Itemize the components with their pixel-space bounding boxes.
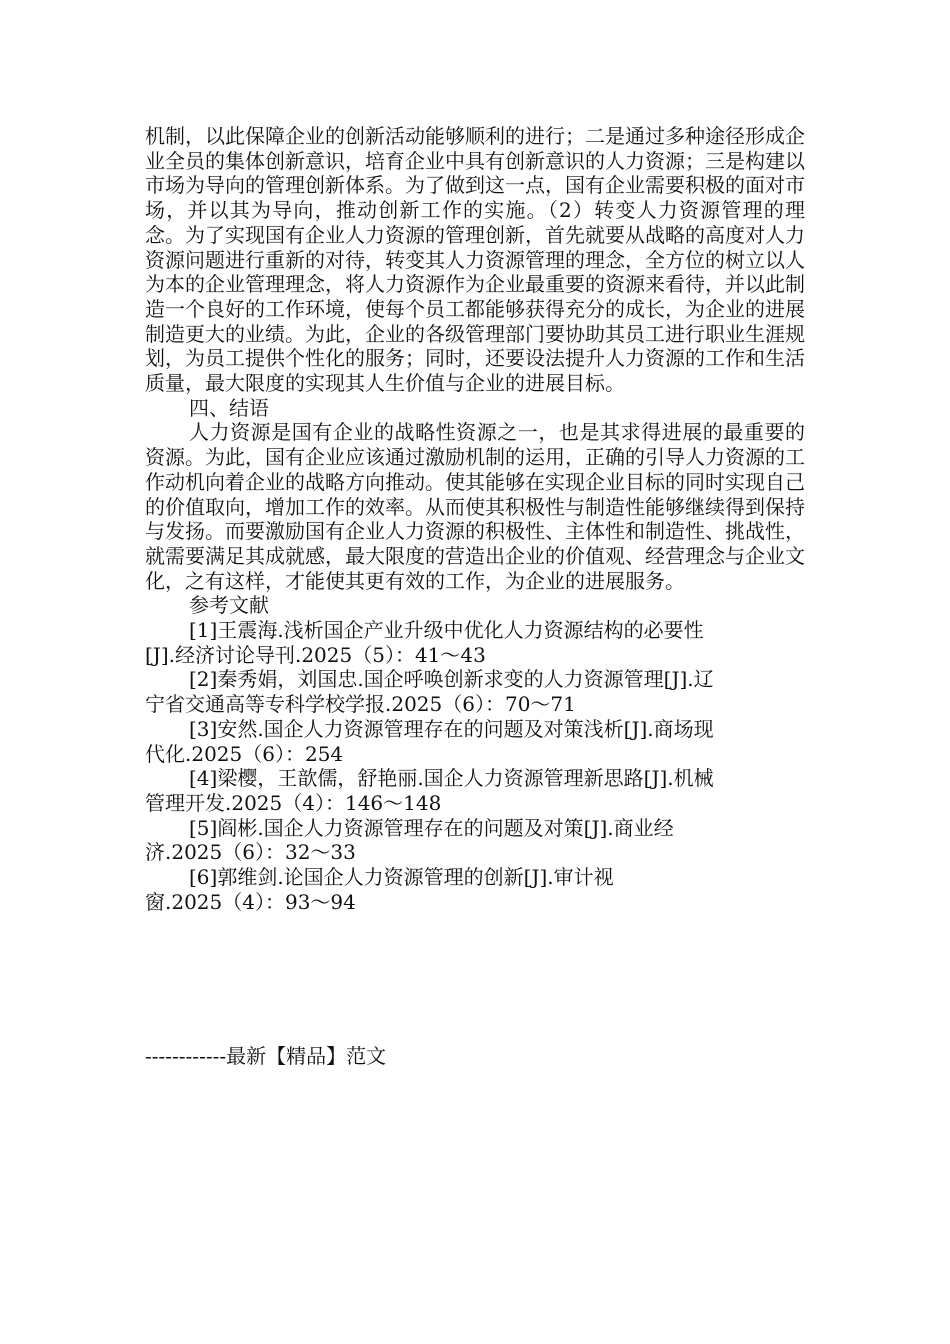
reference-list <box>145 618 805 914</box>
reference-4-line2: 管理开发.2025（4）：146～148 <box>145 790 442 815</box>
reference-item-2 <box>145 667 805 716</box>
reference-6-line2: 窗.2025（4）：93～94 <box>145 889 356 914</box>
reference-item-3 <box>145 717 805 766</box>
reference-5-line2: 济.2025（6）：32～33 <box>145 840 356 865</box>
references-heading: 参考文献 <box>189 593 269 618</box>
reference-item-5 <box>145 816 805 865</box>
document-body <box>145 124 805 915</box>
reference-3-line1: [3]安然.国企人力资源管理存在的问题及对策浅析[J].商场现 <box>189 716 714 741</box>
reference-5-line1: [5]阎彬.国企人力资源管理存在的问题及对策[J].商业经 <box>189 815 674 840</box>
reference-item-6 <box>145 865 805 914</box>
reference-4-line1: [4]梁樱，王歆儒，舒艳丽.国企人力资源管理新思路[J].机械 <box>189 766 714 791</box>
reference-2-line2: 宁省交通高等专科学校学报.2025（6）：70～71 <box>145 692 576 717</box>
reference-6-line1: [6]郭维剑.论国企人力资源管理的创新[J].审计视 <box>189 865 614 890</box>
footer-note: ------------最新【精品】范文 <box>145 1044 387 1068</box>
conclusion-paragraph: 人力资源是国有企业的战略性资源之一，也是其求得进展的最重要的资源。为此，国有企业应该通过激励机制的运用，正确的引导人力资源的工作动机向着企业的战略方向推动。使其能够在实现企业目标的同时实现自己的价值取向，增加工作的效率。从而使其积极性与制造性能够继续得到保持与发扬。而要激励国有企业人力资源的积极性、主体性和制造性、挑战性，就需要满足其成就感，最大限度的营造出企业的价值观、经营理念与企业文化，之有这样，才能使其更有效的工作，为企业的进展服务。 <box>145 420 805 593</box>
body-paragraph-continuation: 机制，以此保障企业的创新活动能够顺利的进行；二是通过多种途径形成企业全员的集体创新意识，培育企业中具有创新意识的人力资源；三是构建以市场为导向的管理创新体系。为了做到这一点，国有企业需要积极的面对市场，并以其为导向，推动创新工作的实施。（2）转变人力资源管理的理念。为了实现国有企业人力资源的管理创新，首先就要从战略的高度对人力资源问题进行重新的对待，转变其人力资源管理的理念，全方位的树立以人为本的企业管理理念，将人力资源作为企业最重要的资源来看待，并以此制造一个良好的工作环境，使每个员工都能够获得充分的成长，为企业的进展制造更大的业绩。为此，企业的各级管理部门要协助其员工进行职业生涯规划，为员工提供个性化的服务；同时，还要设法提升人力资源的工作和生活质量，最大限度的实现其人生价值与企业的进展目标。 <box>145 124 805 396</box>
reference-2-line1: [2]秦秀娟，刘国忠.国企呼唤创新求变的人力资源管理[J].辽 <box>189 667 714 692</box>
reference-item-4 <box>145 766 805 815</box>
reference-3-line2: 代化.2025（6）：254 <box>145 741 344 766</box>
reference-1-line2: [J].经济讨论导刊.2025（5）：41～43 <box>145 642 486 667</box>
section-heading-conclusion: 四、结语 <box>189 395 269 420</box>
reference-item-1 <box>145 618 805 667</box>
reference-1-line1: [1]王震海.浅析国企产业升级中优化人力资源结构的必要性 <box>189 618 704 643</box>
